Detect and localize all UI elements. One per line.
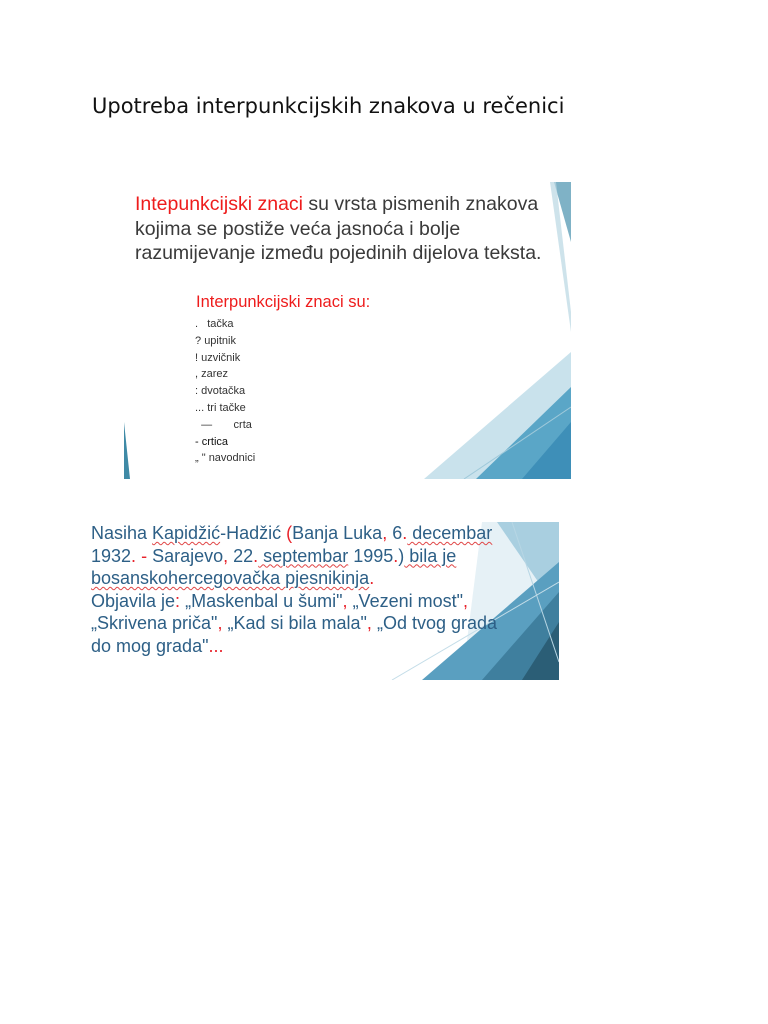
- definition-paragraph: [135, 192, 565, 266]
- document-title: Upotreba interpunkcijskih znakova u rečenici: [92, 94, 565, 118]
- work-title: „Kad si bila mala": [227, 613, 367, 634]
- biography-text: [91, 522, 559, 658]
- list-heading: Interpunkcijski znaci su:: [196, 293, 371, 311]
- list-item: — crta: [201, 418, 252, 431]
- list-item: , zarez: [195, 368, 229, 381]
- punctuation-list: [195, 316, 255, 467]
- term-highlight: Intepunkcijski znaci: [135, 193, 303, 215]
- bio-line-1: Nasiha Kapidžić-Hadžić (Banja Luka, 6. decembar: [91, 523, 493, 543]
- list-item: „ " navodnici: [195, 452, 256, 465]
- bio-line-3: bosanskohercegovačka pjesnikinja.: [91, 568, 375, 589]
- bio-line-4: Objavila je: „Maskenbal u šumi", „Vezeni most",: [91, 590, 469, 611]
- slide-punctuation-definition: [124, 182, 571, 479]
- list-item: - crtica: [195, 435, 229, 448]
- work-title: „Vezeni most": [352, 590, 463, 611]
- definition-text: su vrsta pismenih znakova kojima se postiže veća jasnoća i bolje razumijevanje između pojedinih dijelova teksta.: [135, 193, 542, 264]
- list-item: ... tri tačke: [195, 401, 246, 414]
- work-title-long: „Od tvog grada do mog grada": [91, 613, 498, 656]
- bio-line-5: „Skrivena priča", „Kad si bila mala", „Od tvog grada do mog grada"...: [91, 613, 498, 656]
- list-item: . tačka: [195, 318, 234, 330]
- work-title: „Maskenbal u šumi": [185, 590, 343, 611]
- list-item: : dvotačka: [195, 385, 246, 398]
- list-item: ? upitnik: [195, 334, 236, 347]
- deco-left-sliver: [124, 422, 130, 479]
- slide-poet-biography: [82, 522, 559, 680]
- list-item: ! uzvičnik: [195, 351, 241, 364]
- bio-line-2: 1932. - Sarajevo, 22. septembar 1995.) bila je: [91, 545, 457, 566]
- work-title: „Skrivena priča": [91, 613, 218, 634]
